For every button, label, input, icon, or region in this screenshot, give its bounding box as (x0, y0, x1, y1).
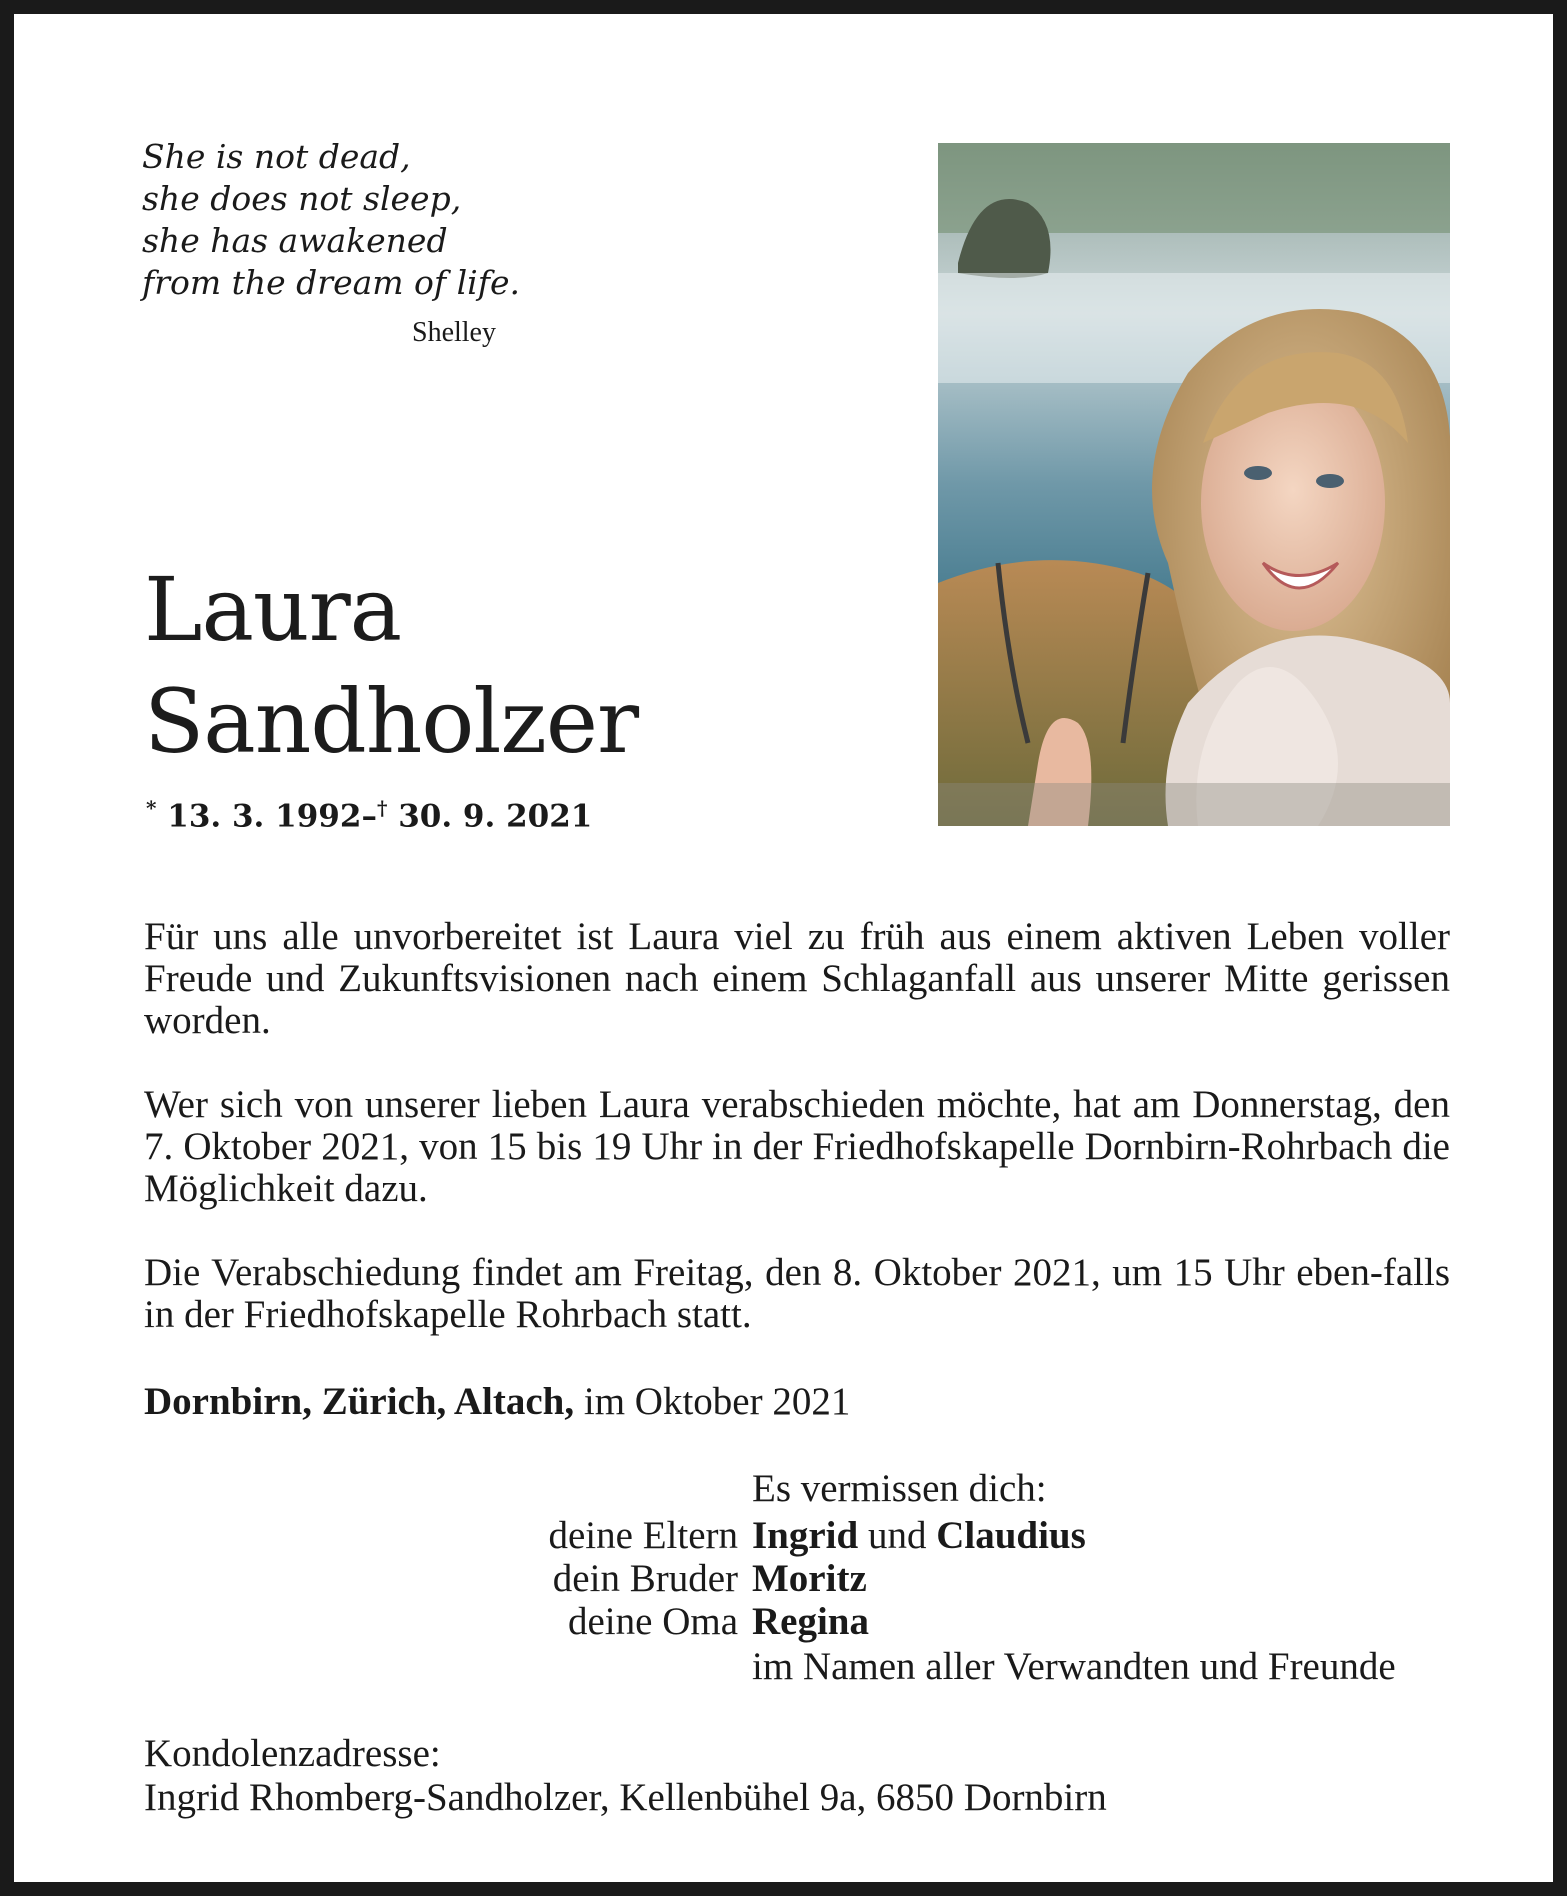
condolence-label: Kondolenzadresse: (144, 1732, 441, 1775)
place-date: im Oktober 2021 (574, 1380, 851, 1423)
quote-author: Shelley (412, 317, 496, 348)
quote-line: she does not sleep, (142, 179, 462, 218)
quote (142, 136, 522, 304)
quote-line: She is not dead, (142, 137, 411, 176)
mourner-name: Moritz (752, 1557, 867, 1600)
mourner-row (414, 1557, 1086, 1600)
relation: deine Eltern (548, 1514, 738, 1557)
mourner-names (752, 1600, 869, 1643)
life-dates (146, 796, 592, 834)
quote-line: from the dream of life. (142, 263, 520, 302)
quote-line: she has awakened (142, 221, 448, 260)
mourner-row (414, 1600, 1086, 1643)
condolence-address-line: Ingrid Rhomberg-Sandholzer, Kellenbühel 9a, 6850 Dornbirn (144, 1776, 1107, 1819)
place-date-line (144, 1379, 850, 1424)
birth-date: 13. 3. 1992 (167, 798, 362, 835)
death-date: 30. 9. 2021 (398, 798, 593, 835)
first-name: Laura (144, 558, 402, 661)
portrait-photo-icon (938, 143, 1450, 826)
mourner-name: Claudius (936, 1514, 1086, 1557)
mourner-name: Regina (752, 1600, 869, 1643)
places: Dornbirn, Zürich, Altach, (144, 1380, 575, 1423)
obituary-text (144, 916, 1450, 1378)
mourners-list (414, 1514, 1086, 1643)
mourner-names (752, 1514, 1086, 1557)
paragraph: Die Verabschiedung findet am Freitag, den 8. Oktober 2021, um 15 Uhr eben-falls in der Friedhofskapelle Rohrbach statt. (144, 1251, 1450, 1336)
condolence-address (144, 1732, 1107, 1820)
mourner-name: Ingrid (752, 1514, 859, 1557)
name-joiner: und (858, 1514, 937, 1557)
mourner-row (414, 1514, 1086, 1557)
last-name: Sandholzer (144, 670, 639, 773)
relation: deine Oma (567, 1600, 738, 1643)
date-separator: – (361, 798, 377, 835)
paragraph: Wer sich von unserer lieben Laura verabschieden möchte, hat am Donnerstag, den 7. Oktober 2021, von 15 bis 19 Uhr in der Friedhofskapelle Dornbirn-Rohrbach die Möglichkeit dazu. (144, 1083, 1450, 1210)
mourner-names (752, 1557, 867, 1600)
relation: dein Bruder (552, 1557, 738, 1600)
mourners-intro: Es vermissen dich: (752, 1467, 1047, 1510)
death-symbol: † (376, 796, 388, 820)
paragraph: Für uns alle unvorbereitet ist Laura viel zu früh aus einem aktiven Leben voller Freude und Zukunftsvisionen nach einem Schlaganfall aus unserer Mitte gerissen worden. (144, 915, 1450, 1042)
birth-symbol: * (146, 796, 157, 820)
deceased-name (144, 554, 638, 778)
portrait-photo (938, 143, 1450, 826)
mourners-closing: im Namen aller Verwandten und Freunde (752, 1645, 1396, 1688)
